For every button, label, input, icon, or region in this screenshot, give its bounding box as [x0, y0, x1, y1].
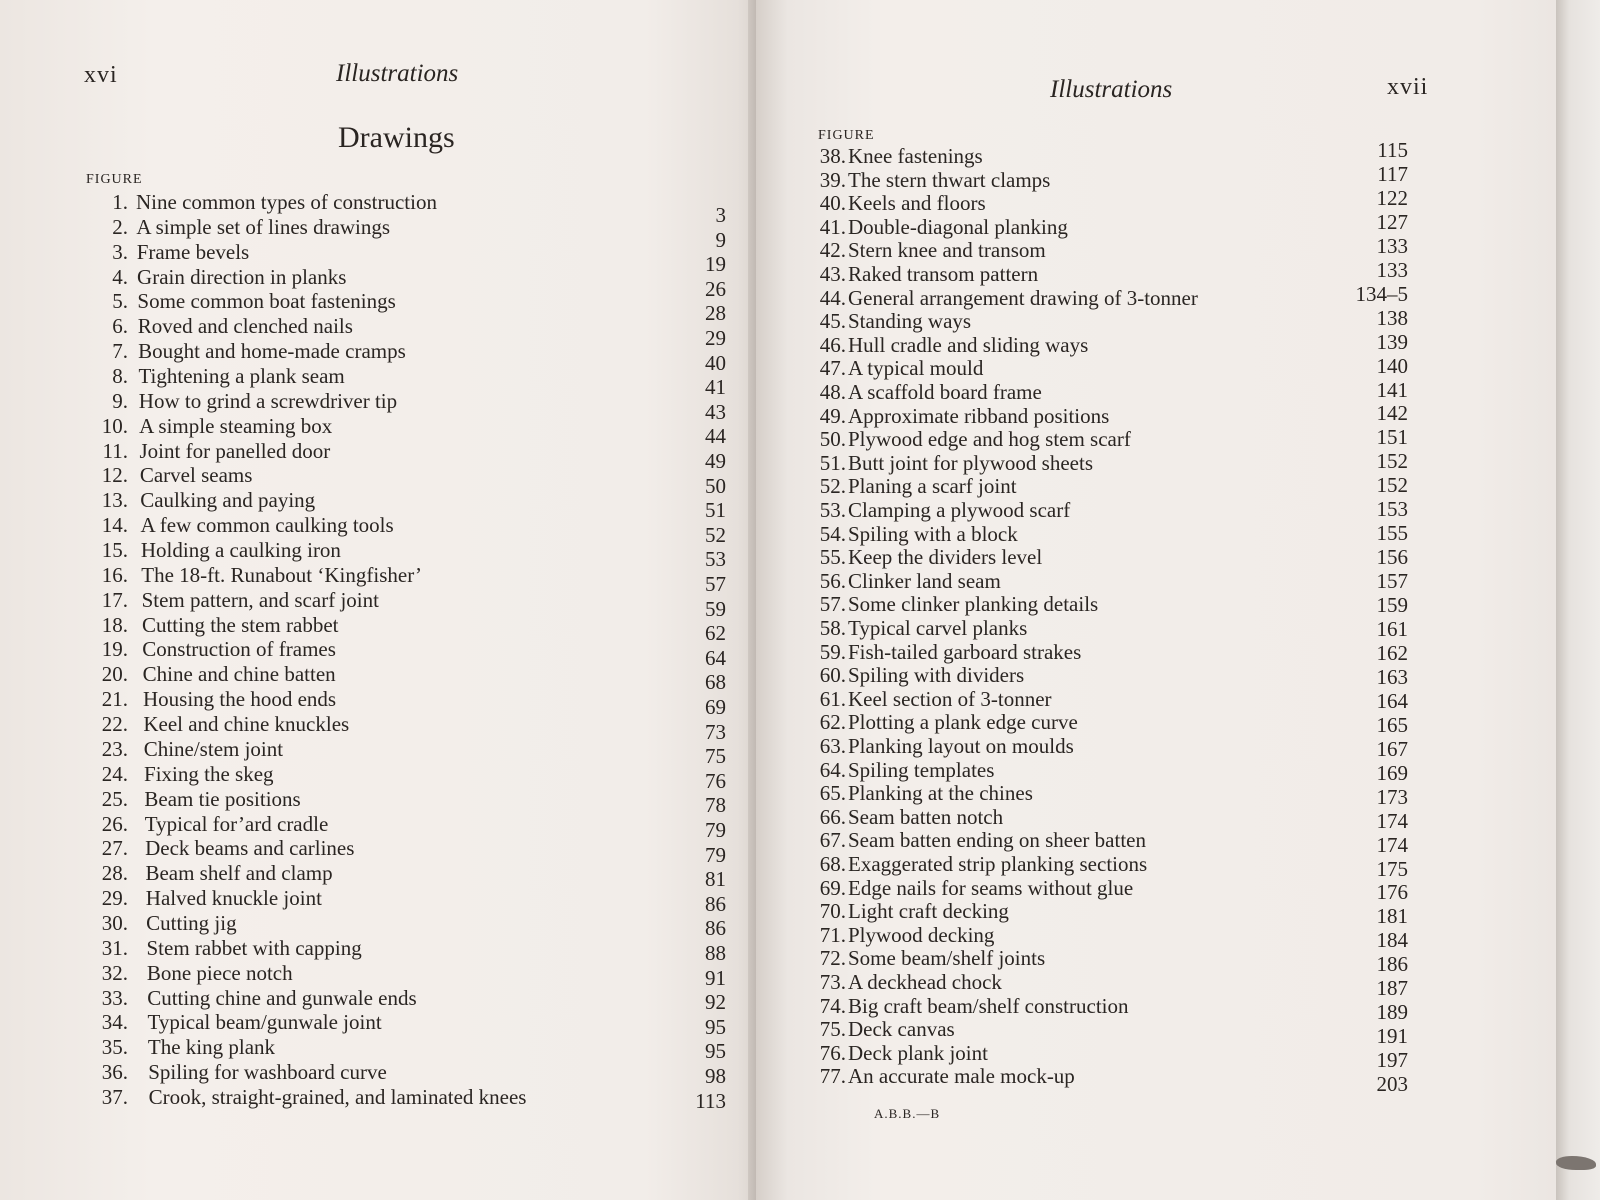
page-reference: 161	[1376, 617, 1408, 641]
figure-number: 67.	[819, 828, 846, 853]
figure-title: Seam batten ending on sheer batten	[848, 828, 1146, 853]
page-reference: 75	[705, 744, 726, 769]
figure-label-left: FIGURE	[86, 172, 143, 187]
figure-number: 25.	[101, 786, 128, 811]
figure-number: 12.	[101, 463, 128, 488]
page-reference: 197	[1376, 1048, 1408, 1073]
page-reference: 187	[1376, 976, 1408, 1001]
figure-title: A simple set of lines drawings	[136, 214, 391, 239]
figure-number: 27.	[101, 836, 128, 861]
page-reference: 91	[705, 965, 726, 990]
page-reference: 164	[1376, 688, 1408, 713]
figure-number: 63.	[819, 734, 846, 758]
figure-title: Spiling with a block	[848, 521, 1018, 546]
figure-number: 13.	[101, 488, 128, 513]
page-reference: 49	[705, 449, 726, 473]
figure-title: Typical beam/gunwale joint	[147, 1010, 382, 1035]
figure-number: 33.	[101, 985, 128, 1010]
figure-title: Deck plank joint	[848, 1040, 988, 1065]
page-reference: 165	[1376, 712, 1408, 737]
figure-title: Nine common types of construction	[136, 190, 437, 214]
figure-title: Spiling with dividers	[848, 663, 1025, 688]
page-reference: 62	[705, 621, 726, 646]
page-reference: 3	[715, 203, 726, 227]
figure-title: Holding a caulking iron	[140, 538, 341, 563]
figure-number: 46.	[819, 332, 846, 357]
figure-number: 57.	[819, 592, 846, 617]
figure-title: An accurate male mock-up	[848, 1064, 1075, 1089]
figure-title: Planing a scarf joint	[848, 474, 1017, 499]
figure-number: 54.	[819, 521, 846, 546]
figure-number: 7.	[112, 339, 128, 364]
page-reference: 152	[1376, 449, 1408, 474]
figure-number: 38.	[819, 144, 846, 168]
page-reference: 153	[1376, 497, 1408, 522]
figure-number: 29.	[101, 886, 128, 911]
page-reference: 88	[705, 941, 726, 965]
figure-number: 58.	[819, 616, 846, 640]
figure-number: 50.	[819, 427, 846, 452]
page-reference: 159	[1376, 593, 1408, 618]
figure-number: 43.	[819, 262, 846, 286]
figure-number: 39.	[819, 167, 846, 192]
figure-title: Fixing the skeg	[144, 761, 274, 786]
figure-title: Cutting the stem rabbet	[141, 612, 339, 637]
figure-number: 40.	[819, 191, 846, 216]
page-reference: 133	[1376, 233, 1408, 258]
figure-number: 8.	[112, 364, 128, 389]
figure-title: Chine and chine batten	[142, 662, 336, 687]
page-reference: 134–5	[1355, 281, 1408, 306]
page-reference: 51	[705, 498, 726, 523]
figure-title: Cutting chine and gunwale ends	[147, 985, 417, 1010]
page-reference: 184	[1376, 928, 1408, 953]
figure-title: Stern knee and transom	[848, 238, 1046, 263]
figure-title: Roved and clenched nails	[137, 314, 353, 339]
running-head-right: Illustrations	[1050, 76, 1173, 103]
figure-label-right: FIGURE	[818, 128, 875, 143]
page-reference: 69	[705, 695, 726, 719]
page-reference: 181	[1376, 904, 1408, 929]
figure-title: Keels and floors	[848, 191, 986, 216]
figure-number: 16.	[101, 562, 128, 587]
figure-number: 10.	[101, 413, 128, 438]
page-reference: 40	[705, 350, 726, 375]
page-reference: 152	[1376, 473, 1408, 498]
page-reference: 79	[705, 842, 726, 867]
page-reference: 78	[705, 793, 726, 818]
figure-title: Caulking and paying	[140, 488, 316, 513]
page-number-left: xvi	[84, 62, 118, 88]
page-reference: 162	[1376, 640, 1408, 665]
figure-number: 45.	[819, 309, 846, 334]
figure-number: 1.	[112, 190, 128, 214]
figure-title: Keep the dividers level	[848, 545, 1043, 570]
figure-title: Seam batten notch	[848, 804, 1004, 829]
page-reference: 203	[1376, 1072, 1408, 1097]
figure-number: 53.	[819, 498, 846, 522]
page-reference: 174	[1376, 808, 1408, 833]
page-number-right: xvii	[1387, 74, 1429, 100]
page-reference: 155	[1376, 521, 1408, 546]
page-reference: 86	[705, 916, 726, 941]
figure-number: 69.	[819, 875, 846, 900]
page-edge	[1556, 0, 1600, 1200]
figure-number: 74.	[819, 993, 846, 1018]
page-reference: 81	[705, 867, 726, 892]
figure-title: The stern thwart clamps	[848, 167, 1051, 192]
page-reference: 53	[705, 547, 726, 572]
figure-title: Fish-tailed garboard strakes	[848, 639, 1082, 664]
figure-number: 37.	[101, 1084, 128, 1109]
figure-number: 66.	[819, 804, 846, 829]
page-reference: 52	[705, 522, 726, 547]
page-reference: 142	[1376, 401, 1408, 426]
page-reference: 169	[1376, 760, 1408, 785]
figure-number: 23.	[101, 736, 128, 761]
figure-number: 51.	[819, 450, 846, 475]
figure-title: Knee fastenings	[848, 144, 983, 168]
left-page	[0, 0, 760, 1200]
figure-number: 56.	[819, 568, 846, 593]
figure-title: Plotting a plank edge curve	[848, 710, 1078, 735]
figure-number: 42.	[819, 238, 846, 263]
figure-number: 34.	[101, 1010, 128, 1035]
page-reference: 29	[705, 326, 726, 350]
page-reference: 173	[1376, 784, 1408, 809]
figure-number: 24.	[101, 761, 128, 786]
page-reference: 156	[1376, 545, 1408, 570]
figure-title: Double-diagonal planking	[848, 214, 1068, 239]
figure-number: 5.	[112, 289, 128, 314]
figure-title: A scaffold board frame	[848, 380, 1042, 404]
figure-title: Typical carvel planks	[848, 616, 1028, 640]
paper-scrap	[1556, 1156, 1596, 1170]
page-reference: 44	[705, 424, 726, 449]
page-reference: 176	[1376, 880, 1408, 905]
figure-title: Beam tie positions	[144, 786, 301, 811]
page-reference: 122	[1376, 185, 1408, 210]
figure-title: Edge nails for seams without glue	[848, 875, 1134, 900]
page-reference: 59	[705, 596, 726, 621]
figure-number: 18.	[101, 612, 128, 637]
figure-title: Typical for’ard cradle	[144, 811, 329, 836]
figure-title: Chine/stem joint	[143, 736, 284, 761]
figure-title: Clinker land seam	[848, 568, 1001, 593]
page-reference: 117	[1377, 161, 1408, 186]
figure-title: Raked transom pattern	[848, 262, 1039, 286]
figure-title: Stem rabbet with capping	[146, 935, 362, 960]
figure-title: Some clinker planking details	[848, 592, 1099, 617]
figure-number: 73.	[819, 970, 846, 994]
page-reference: 175	[1376, 856, 1408, 881]
page-reference: 73	[705, 719, 726, 744]
figure-title: Clamping a plywood scarf	[848, 498, 1071, 522]
figure-title: Standing ways	[848, 309, 972, 334]
figure-title: Halved knuckle joint	[145, 886, 322, 911]
figure-number: 65.	[819, 781, 846, 806]
figure-title: Butt joint for plywood sheets	[848, 450, 1093, 475]
figure-title: Beam shelf and clamp	[145, 861, 333, 886]
page-reference: 26	[705, 276, 726, 301]
figure-title: Bought and home-made cramps	[138, 339, 406, 364]
figure-title: How to grind a screwdriver tip	[138, 388, 398, 413]
figure-number: 71.	[819, 922, 846, 947]
figure-title: Housing the hood ends	[143, 687, 337, 712]
page-reference: 43	[705, 399, 726, 424]
page-reference: 95	[705, 1039, 726, 1064]
figure-title: Grain direction in planks	[137, 264, 347, 289]
figure-title: A simple steaming box	[139, 413, 333, 438]
figure-number: 21.	[101, 687, 128, 712]
figure-title: Tightening a plank seam	[138, 364, 345, 389]
page-reference: 138	[1376, 305, 1408, 330]
figure-number: 36.	[101, 1060, 128, 1085]
page-reference: 115	[1377, 138, 1408, 162]
figure-number: 41.	[819, 214, 846, 239]
page-reference: 98	[705, 1064, 726, 1088]
figure-title: A deckhead chock	[848, 970, 1002, 994]
page-reference: 50	[705, 473, 726, 498]
page-reference: 9	[715, 227, 726, 252]
figure-number: 52.	[819, 474, 846, 499]
figure-number: 32.	[101, 960, 128, 985]
figure-number: 30.	[101, 910, 128, 935]
figure-number: 20.	[101, 662, 128, 687]
figure-title: Frame bevels	[136, 239, 250, 264]
figure-title: General arrangement drawing of 3-tonner	[848, 285, 1198, 310]
figure-number: 4.	[112, 264, 128, 289]
figure-title: Plywood decking	[848, 922, 995, 947]
figure-number: 11.	[102, 438, 128, 463]
page-reference: 151	[1376, 425, 1408, 450]
page-reference: 167	[1376, 736, 1408, 761]
page-reference: 157	[1376, 569, 1408, 594]
figure-title: Carvel seams	[139, 463, 253, 488]
page-reference: 86	[705, 891, 726, 916]
figure-title: The 18-ft. Runabout ‘Kingfisher’	[141, 562, 422, 587]
figure-number: 76.	[819, 1040, 846, 1065]
right-page	[756, 0, 1556, 1200]
figure-title: A typical mould	[848, 356, 984, 381]
page-reference: 191	[1376, 1024, 1408, 1049]
page-reference: 19	[705, 252, 726, 277]
page-reference: 68	[705, 670, 726, 695]
figure-title: Deck canvas	[848, 1017, 955, 1042]
page-reference: 140	[1376, 353, 1408, 378]
signature-mark: A.B.B.—B	[874, 1106, 941, 1121]
figure-title: Planking layout on moulds	[848, 734, 1074, 758]
figure-title: Bone piece notch	[146, 960, 293, 985]
page-reference: 64	[705, 645, 726, 670]
page-reference: 28	[705, 301, 726, 326]
page-reference: 189	[1376, 1000, 1408, 1025]
figure-number: 61.	[819, 686, 846, 711]
figure-title: Crook, straight-grained, and laminated knees	[148, 1084, 527, 1109]
figure-number: 75.	[819, 1017, 846, 1042]
page-reference: 92	[705, 990, 726, 1015]
figure-number: 64.	[819, 757, 846, 782]
figure-number: 35.	[101, 1035, 128, 1060]
figure-number: 55.	[819, 545, 846, 570]
figure-title: Light craft decking	[848, 899, 1009, 924]
figure-number: 3.	[112, 239, 128, 264]
figure-title: Spiling templates	[848, 757, 995, 782]
page-reference: 186	[1376, 952, 1408, 977]
figure-number: 68.	[819, 852, 846, 876]
figure-title: Hull cradle and sliding ways	[848, 332, 1089, 357]
figure-number: 22.	[101, 712, 128, 737]
figure-number: 2.	[112, 214, 128, 239]
figure-title: Plywood edge and hog stem scarf	[848, 427, 1131, 452]
page-reference: 76	[705, 768, 726, 793]
figure-number: 62.	[819, 710, 846, 735]
page-reference: 95	[705, 1014, 726, 1039]
figure-title: Deck beams and carlines	[145, 836, 355, 861]
figure-title: Stem pattern, and scarf joint	[141, 587, 379, 612]
figure-title: Keel section of 3-tonner	[848, 686, 1052, 711]
figure-number: 14.	[101, 513, 128, 538]
figure-number: 77.	[819, 1064, 846, 1089]
page-reference: 163	[1376, 664, 1408, 689]
page-reference: 139	[1376, 329, 1408, 354]
figure-number: 47.	[819, 356, 846, 381]
figure-title: The king plank	[147, 1035, 276, 1060]
figure-number: 26.	[101, 811, 128, 836]
section-title: Drawings	[338, 121, 455, 154]
page-reference: 174	[1376, 832, 1408, 857]
figure-number: 44.	[819, 285, 846, 310]
figure-title: Construction of frames	[142, 637, 336, 662]
figure-number: 31.	[101, 935, 128, 960]
figure-title: Joint for panelled door	[139, 438, 331, 463]
figure-number: 6.	[112, 314, 128, 339]
figure-number: 19.	[101, 637, 128, 662]
page-reference: 133	[1376, 257, 1408, 282]
figure-title: Some common boat fastenings	[137, 289, 396, 314]
figure-number: 15.	[101, 538, 128, 563]
figure-number: 59.	[819, 639, 846, 664]
figure-title: Planking at the chines	[848, 781, 1033, 806]
figure-number: 28.	[101, 861, 128, 886]
running-head-left: Illustrations	[336, 60, 459, 87]
figure-title: Exaggerated strip planking sections	[848, 852, 1148, 876]
figure-number: 72.	[819, 946, 846, 971]
figure-number: 9.	[112, 388, 128, 413]
page-reference: 113	[695, 1088, 726, 1113]
figure-number: 49.	[819, 403, 846, 428]
figure-number: 17.	[101, 587, 128, 612]
figure-title: Spiling for washboard curve	[148, 1060, 387, 1085]
figure-title: Big craft beam/shelf construction	[848, 993, 1129, 1018]
figure-title: Keel and chine knuckles	[143, 712, 350, 737]
figure-title: Cutting jig	[146, 910, 237, 935]
figure-number: 60.	[819, 663, 846, 688]
figure-title: A few common caulking tools	[140, 513, 394, 538]
page-reference: 79	[705, 818, 726, 842]
page-reference: 41	[705, 375, 726, 400]
figure-title: Some beam/shelf joints	[848, 946, 1046, 971]
figure-number: 70.	[819, 899, 846, 924]
page-reference: 141	[1376, 377, 1408, 402]
page-reference: 127	[1376, 209, 1408, 234]
figure-title: Approximate ribband positions	[848, 403, 1110, 428]
page-reference: 57	[705, 572, 726, 596]
figure-number: 48.	[819, 380, 846, 404]
